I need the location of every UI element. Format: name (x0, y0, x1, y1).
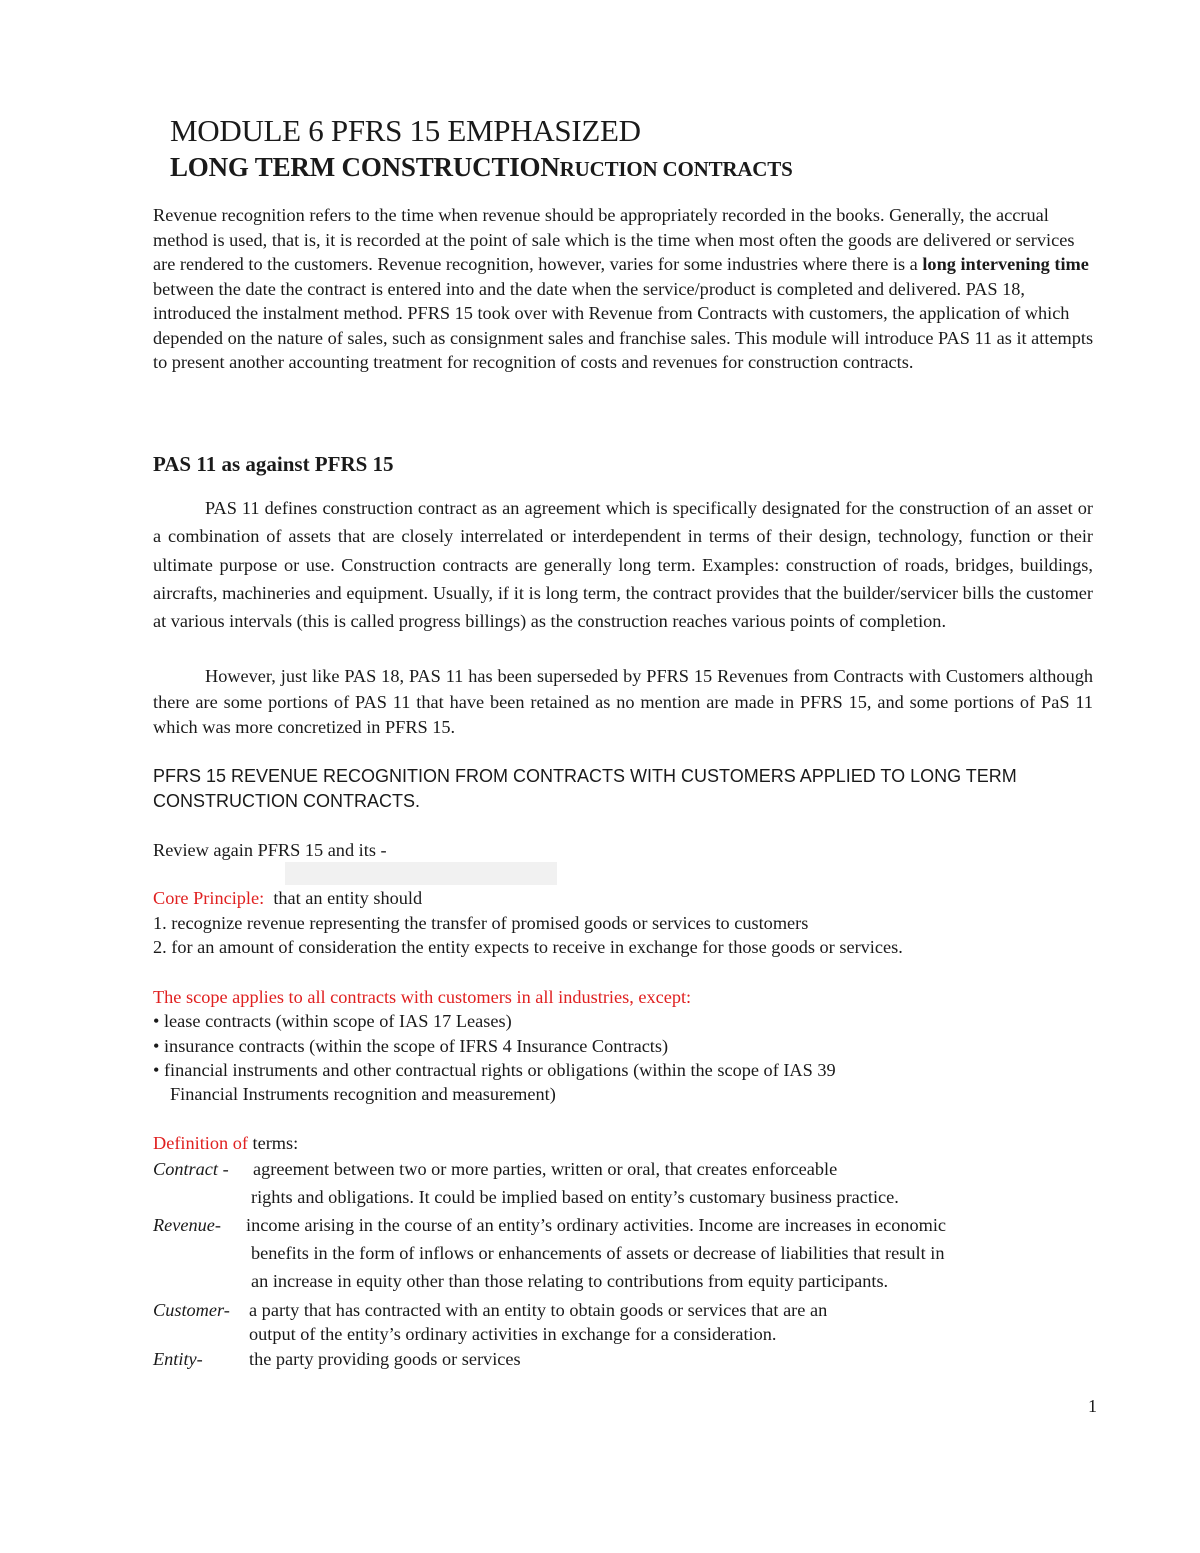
term-revenue-def-1: income arising in the course of an entity’s ordinary activities. Income are increases in economic (246, 1215, 947, 1235)
intro-text-2: between the date the contract is entered into and the date when the service/product is completed and delivered. PAS 18, introduced the instalment method. PFRS 15 took over with Revenue from Contracts with customers, the application of which depended on the nature of sales, such as consignment sales and franchise sales. This module will introduce PAS 11 as it attempts to present another accounting treatment for recognition of costs and revenues for construction contracts. (153, 278, 1094, 372)
term-customer-def-1: a party that has contracted with an entity to obtain goods or services that are an (249, 1300, 828, 1320)
module-subtitle (170, 152, 793, 183)
term-revenue-def-3: an increase in equity other than those relating to contributions from equity participants. (251, 1271, 889, 1291)
intro-bold: long intervening time (922, 254, 1089, 274)
caps-heading: PFRS 15 REVENUE RECOGNITION FROM CONTRACTS WITH CUSTOMERS APPLIED TO LONG TERM CONSTRUCTION CONTRACTS. (153, 766, 1017, 811)
intro-text-1: Revenue recognition refers to the time when revenue should be appropriately recorded in the books. Generally, the accrual method is used, that is, it is recorded at the point of sale which is the time when most often the goods are delivered or services are rendered to the customers. Revenue recognition, however, varies for some industries where there is a (153, 205, 1075, 274)
term-contract-label: Contract - (153, 1159, 229, 1179)
core-item-1: 1. recognize revenue representing the transfer of promised goods or services to customers (153, 913, 809, 933)
scope-bullet-3: • financial instruments and other contractual rights or obligations (within the scope of IAS 39 (153, 1060, 836, 1080)
redacted-block (285, 862, 557, 885)
term-revenue-label: Revenue- (153, 1215, 221, 1235)
paragraph-pas11-definition: PAS 11 defines construction contract as an agreement which is specifically designated for the construction of an asset or a combination of assets that are closely interrelated or interdependent in terms of their design, technology, function or their ultimate purpose or use. Construction contracts are generally long term. Examples: construction of roads, bridges, buildings, aircrafts, machineries and equipment. Usually, if it is long term, the contract provides that the builder/servicer bills the customer at various intervals (this is called progress billings) as the construction reaches various points of completion. (153, 498, 1093, 632)
module-title: MODULE 6 PFRS 15 EMPHASIZED (170, 113, 641, 148)
term-revenue-def-2: benefits in the form of inflows or enhancements of assets or decrease of liabilities that result in (251, 1243, 945, 1263)
intro-paragraph (153, 203, 1098, 375)
page-number: 1 (1088, 1396, 1097, 1416)
review-line: Review again PFRS 15 and its - (153, 840, 387, 860)
scope-bullet-1: • lease contracts (within scope of IAS 17 Leases) (153, 1011, 512, 1031)
section-heading: PAS 11 as against PFRS 15 (153, 452, 394, 476)
term-customer-def-2: output of the entity’s ordinary activities in exchange for a consideration. (249, 1324, 777, 1344)
paragraph-pas11-superseded: However, just like PAS 18, PAS 11 has been superseded by PFRS 15 Revenues from Contracts with Customers although there are some portions of PAS 11 that have been retained as no mention are made in PFRS 15, and some portions of PaS 11 which was more concretized in PFRS 15. (153, 666, 1093, 737)
definitions-heading-rest: terms: (247, 1133, 299, 1153)
subtitle-main: LONG TERM CONSTRUCTION (170, 152, 560, 182)
scope-bullet-2: • insurance contracts (within the scope of IFRS 4 Insurance Contracts) (153, 1036, 669, 1056)
core-principle-text: that an entity should (264, 888, 423, 908)
scope-bullet-3-cont: Financial Instruments recognition and measurement) (170, 1084, 556, 1104)
definitions-heading (153, 1133, 298, 1154)
core-principle-label: Core Principle: (153, 888, 265, 908)
term-entity-label: Entity- (153, 1349, 203, 1369)
term-customer-label: Customer- (153, 1300, 230, 1320)
term-contract-def-2: rights and obligations. It could be implied based on entity’s customary business practice. (251, 1187, 899, 1207)
scope-heading: The scope applies to all contracts with customers in all industries, except: (153, 987, 692, 1007)
definitions-heading-red: Definition of (153, 1133, 248, 1153)
core-principle-line (153, 888, 422, 909)
core-item-2: 2. for an amount of consideration the entity expects to receive in exchange for those goods or services. (153, 937, 903, 957)
subtitle-small: RUCTION CONTRACTS (559, 157, 793, 181)
term-entity-def-1: the party providing goods or services (249, 1349, 521, 1369)
term-contract-def-1: agreement between two or more parties, written or oral, that creates enforceable (253, 1159, 838, 1179)
